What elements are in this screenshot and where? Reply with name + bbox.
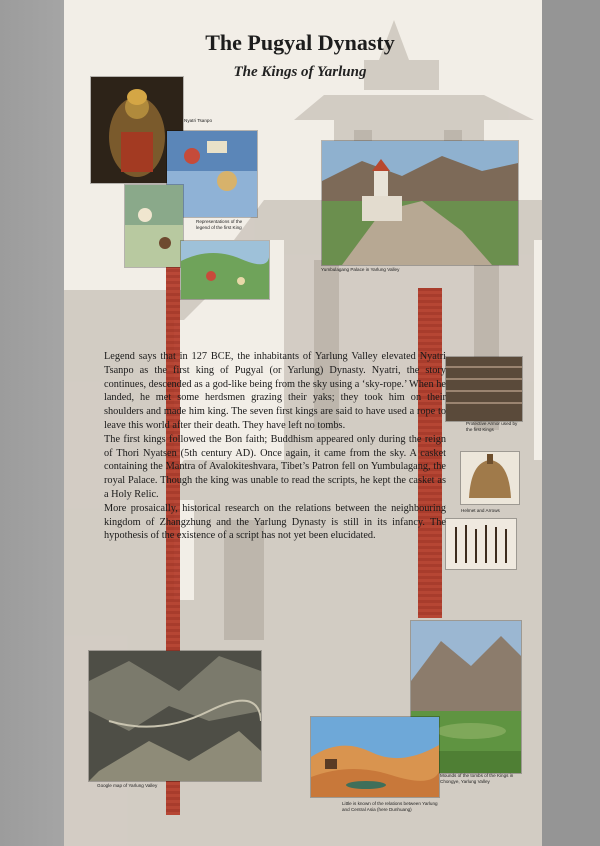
dunhuang-photo	[310, 716, 440, 798]
legend-landscape-photo	[180, 240, 270, 300]
right-margin	[542, 0, 600, 846]
armor-photo	[445, 356, 523, 422]
legend-painting-small-photo	[124, 184, 184, 268]
body-text	[104, 350, 446, 543]
paragraph-legend: Legend says that in 127 BCE, the inhabitants of Yarlung Valley elevated Nyatri Tsanpo as the first king of Pugyal (or Yarlung) Dynasty. Nyatri, the story continues, descended as a god-like being from the sky using a ‘sky-rope.’ When he landed, he met some herdsmen grazing their yaks; they took him on their shoulders and made him king. The seven first kings are said to have used a rope to leave this world after their death. They have left no tombs.	[104, 351, 446, 431]
caption-mounds: Mounds of the tombs of the Kings in Chongye, Yarlung Valley	[440, 773, 514, 784]
google-map-photo	[88, 650, 262, 782]
caption-legend: Representations of the legend of the first King	[196, 219, 243, 230]
caption-google: Google map of Yarlung Valley	[97, 783, 158, 788]
paragraph-research: More prosaically, historical research on the relations between the neighbouring kingdom of Zhangzhung and the Yarlung Dynasty is still in its infancy. The hypothesis of the existence of a script has not yet been elucidated.	[104, 502, 446, 542]
yumbulagang-palace-photo	[321, 140, 519, 266]
left-margin	[0, 0, 64, 846]
arrows-photo	[445, 518, 517, 570]
caption-armor: Protective Armor used by the first Kings	[466, 421, 518, 432]
page-title: The Pugyal Dynasty	[205, 30, 395, 55]
helmet-photo	[460, 451, 520, 505]
caption-dunhuang: Little is known of the relations between Yarlung and Central Asia (here Dunhuang)	[342, 801, 438, 812]
caption-nyatri: Nyatri Tsanpo	[184, 118, 213, 123]
paragraph-bon-faith: The first kings followed the Bon faith; Buddhism appeared only during the reign of Thori Nyatsen (5th century AD). Once again, it came from the sky. A casket containing the Mantra of Avalokiteshvara, Tibet’s Patron fell on Yumbulagang, the royal Palace. Though the king was unable to read the scripts, he kept the casket as a Holy Relic.	[104, 433, 446, 500]
page-subtitle: The Kings of Yarlung	[233, 64, 367, 80]
caption-yumbulagang: Yumbulagang Palace in Yarlung Valley	[321, 267, 400, 272]
caption-helmet: Helmet and Arrows	[461, 508, 500, 513]
